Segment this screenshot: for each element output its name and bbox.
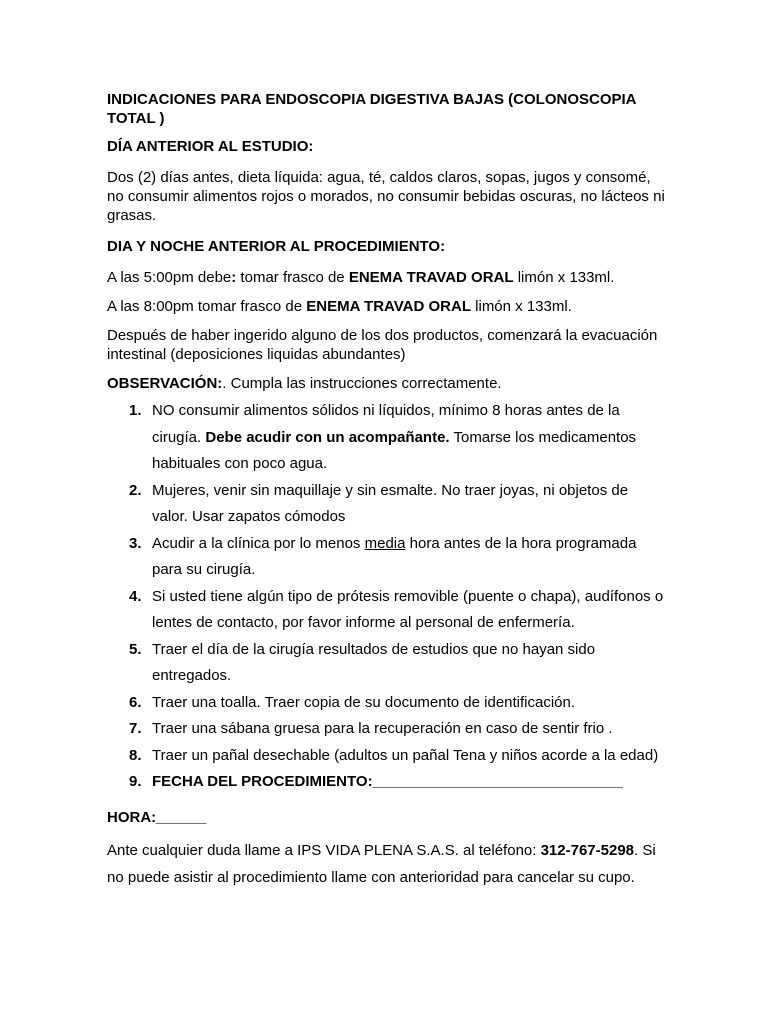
contact-phone: 312-767-5298	[540, 841, 635, 859]
list-item	[107, 690, 667, 717]
day-before-text: Dos (2) días antes, dieta líquida: agua, té, caldos claros, sopas, jugos y consomé, no consumir alimentos rojos o morados, no consumir bebidas oscuras, no lácteos ni grasas.	[107, 169, 665, 224]
item2-text: Mujeres, venir sin maquillaje y sin esmalte. No traer joyas, ni objetos de valor. Usar zapatos cómodos	[152, 481, 629, 525]
list-item	[107, 584, 667, 637]
list-item-number: 3.	[129, 534, 142, 552]
dose-8pm-product: ENEMA TRAVAD ORAL	[306, 298, 471, 315]
list-item-number: 8.	[129, 746, 142, 764]
item6-text: Traer una toalla. Traer copia de su documento de identificación.	[152, 693, 576, 711]
dose-8pm-post: limón x 133ml.	[470, 298, 572, 315]
instructions-list	[107, 398, 667, 796]
item1-bold: Debe acudir con un acompañante.	[205, 428, 450, 446]
hora-field: HORA:______	[107, 808, 207, 826]
dose-5pm-pre: A las 5:00pm debe	[107, 269, 232, 286]
dose-5pm-colon: :	[231, 269, 237, 286]
list-item-number: 6.	[129, 693, 142, 711]
contact-post: . Si no puede asistir al procedimiento llame con anterioridad para cancelar su cupo.	[107, 841, 656, 886]
dose-5pm-post: limón x 133ml.	[513, 269, 615, 286]
observation-label: OBSERVACIÓN:	[107, 375, 223, 392]
observation-text: . Cumpla las instrucciones correctamente.	[222, 375, 502, 392]
item5-text: Traer el día de la cirugía resultados de estudios que no hayan sido entregados.	[152, 640, 596, 684]
list-item	[107, 398, 667, 478]
item8-text: Traer un pañal desechable (adultos un pañal Tena y niños acorde a la edad)	[152, 746, 659, 764]
item3-underlined: media	[364, 534, 406, 552]
list-item	[107, 769, 667, 796]
list-item-number: 5.	[129, 640, 142, 658]
contact-text	[107, 837, 667, 891]
day-night-heading: DIA Y NOCHE ANTERIOR AL PROCEDIMIENTO:	[107, 238, 446, 255]
contact-pre: Ante cualquier duda llame a IPS VIDA PLENA S.A.S. al teléfono:	[107, 841, 541, 859]
list-item-number: 1.	[129, 402, 142, 419]
item7-text: Traer una sábana gruesa para la recuperación en caso de sentir frio .	[152, 720, 613, 737]
dose-5pm-line	[107, 268, 667, 287]
document-title: INDICACIONES PARA ENDOSCOPIA DIGESTIVA BAJAS (COLONOSCOPIA TOTAL )	[107, 91, 636, 127]
dose-5pm-product: ENEMA TRAVAD ORAL	[348, 269, 514, 286]
item3-pre: Acudir a la clínica por lo menos	[152, 534, 365, 552]
list-item	[107, 531, 667, 584]
document-page	[107, 90, 667, 891]
item4-text: Si usted tiene algún tipo de prótesis removible (puente o chapa), audífonos o lentes de contacto, por favor informe al personal de enfermería.	[152, 587, 664, 631]
list-item	[107, 637, 667, 690]
dose-8pm-line	[107, 297, 667, 316]
evacuation-text: Después de haber ingerido alguno de los dos productos, comenzará la evacuación intestinal (deposiciones liquidas abundantes)	[107, 327, 658, 363]
procedure-date-field: FECHA DEL PROCEDIMIENTO:______________________________	[152, 773, 623, 790]
day-before-heading: DÍA ANTERIOR AL ESTUDIO:	[107, 138, 314, 155]
observation-line	[107, 374, 667, 393]
list-item-number: 2.	[129, 481, 142, 499]
list-item-number: 7.	[129, 720, 142, 737]
item1-pre: NO consumir alimentos sólidos ni líquidos, mínimo 8 horas antes de la cirugía.	[152, 402, 620, 446]
item1-post: Tomarse los medicamentos habituales con poco agua.	[152, 428, 637, 472]
list-item	[107, 716, 667, 743]
dose-8pm-pre: A las 8:00pm tomar frasco de	[107, 298, 307, 315]
item3-post: hora antes de la hora programada para su cirugía.	[152, 534, 637, 578]
list-item	[107, 743, 667, 770]
list-item-number: 9.	[129, 773, 142, 790]
dose-5pm-mid: tomar frasco de	[236, 269, 349, 286]
list-item	[107, 478, 667, 531]
list-item-number: 4.	[129, 587, 142, 605]
